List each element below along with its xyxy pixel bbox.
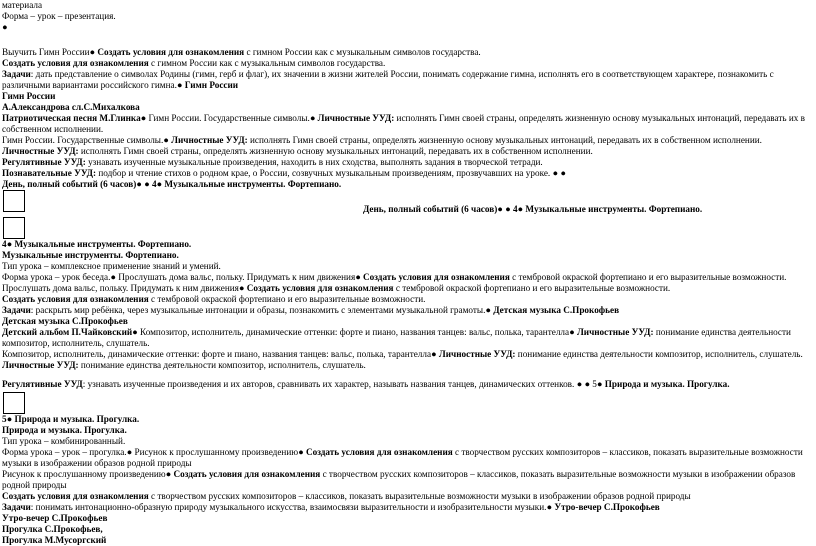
paragraph: Создать условия для ознакомления с тембровой окраской фортепиано и его выразительные возможности.: [2, 294, 426, 304]
paragraph: Тип урока – комплексное применение знаний и умений.: [2, 261, 221, 271]
paragraph: Создать условия для ознакомления с гимном России как с музыкальным символов государства.: [2, 58, 386, 68]
image-placeholder: [3, 190, 25, 212]
paragraph: Познавательные УУД: подбор и чтение стихов о родном крае, о России, созвучных музыкальным произведениям, прозвучавших на уроке. ● ●: [2, 168, 566, 178]
heading: Прогулка М.Мусоргский: [2, 535, 107, 545]
paragraph: Задачи: раскрыть мир ребёнка, через музыкальные интонации и образы, познакомить с элементами музыкальной грамоты.● Детская музыка С.Прокофьев: [2, 305, 620, 315]
bullet: ●: [2, 22, 8, 32]
text-line: материала: [2, 0, 43, 10]
paragraph: Патриотическая песня М.Глинка● Гимн России. Государственные символы.● Личностные УУД: исполнять Гимн своей страны, определять жизненную основу музыкальных интонаций, передавать их в собственном исполнении.: [2, 113, 806, 134]
heading: Детская музыка С.Прокофьев: [2, 316, 128, 326]
heading: Музыкальные инструменты. Фортепиано.: [2, 250, 179, 260]
text-line: Форма – урок – презентация.: [2, 11, 116, 21]
paragraph: Выучить Гимн России● Создать условия для ознакомления с гимном России как с музыкальным символов государства.: [2, 47, 481, 57]
heading: А.Александрова сл.С.Михалкова: [2, 102, 140, 112]
paragraph: Создать условия для ознакомления с творчеством русских композиторов – классиков, показать выразительные возможности музыки в изображении образов родной природы: [2, 491, 691, 501]
paragraph: Детский альбом П.Чайковский● Композитор, исполнитель, динамические оттенки: форте и пиано, названия танцев: вальс, полька, тарантелла● Личностные УУД: понимание единства деятельности композитор, исполнитель, слушатель.: [2, 327, 791, 348]
image-placeholder: [3, 217, 25, 239]
paragraph: Тип урока – комбинированный.: [2, 436, 126, 446]
heading: Гимн России: [2, 91, 56, 101]
paragraph: Личностные УУД: понимание единства деятельности композитор, исполнитель, слушатель.: [2, 360, 366, 370]
paragraph: Регулятивные УУД: узнавать изученные музыкальные произведения, находить в них сходства, выполнять задания в творческой тетради.: [2, 157, 543, 167]
paragraph: Гимн России. Государственные символы.● Личностные УУД: исполнять Гимн своей страны, определять жизненную основу музыкальных интонаций, передавать их в собственном исполнении.: [2, 135, 762, 145]
heading: День, полный событий (6 часов)● ● 4● Музыкальные инструменты. Фортепиано.: [363, 204, 703, 214]
paragraph: Задачи: дать представление о символах Родины (гимн, герб и флаг), их значении в жизни жителей России, понимать содержание гимна, исполнять его в соответствующем характере, познакомить с различными вариантами российского гимна.● Гимн России: [2, 69, 774, 90]
paragraph: Рисунок к прослушанному произведению● Создать условия для ознакомления с творчеством русских композиторов – классиков, показать выразительные возможности музыки в изображении образов родной природы: [2, 469, 796, 490]
heading: Утро-вечер С.Прокофьев: [2, 513, 108, 523]
paragraph: Задачи: понимать интонационно-образную природу музыкального искусства, взаимосвязи выразительности и изобразительности музыки.● Утро-вечер С.Прокофьев: [2, 502, 660, 512]
paragraph: Личностные УУД: исполнять Гимн своей страны, определять жизненную основу музыкальных интонаций, передавать их в собственном исполнении.: [2, 146, 593, 156]
paragraph: Регулятивные УУД: узнавать изученные произведения и их авторов, сравнивать их характер, называть названия танцев, динамических оттенков. ● ● 5● Природа и музыка. Прогулка.: [2, 379, 730, 389]
paragraph: Форма урока – урок – прогулка.● Рисунок к прослушанному произведению● Создать условия для ознакомления с творчеством русских композиторов – классиков, показать выразительные возможности музыки в изображении образов родной природы: [2, 447, 803, 468]
paragraph: Композитор, исполнитель, динамические оттенки: форте и пиано, названия танцев: вальс, полька, тарантелла● Личностные УУД: понимание единства деятельности композитор, исполнитель, слушатель.: [2, 349, 803, 359]
image-placeholder-row: [2, 190, 812, 215]
image-placeholder: [3, 392, 25, 414]
heading: Прогулка С.Прокофьев,: [2, 524, 103, 534]
paragraph: Форма урока – урок беседа.● Прослушать дома вальс, польку. Придумать к ним движения● Создать условия для ознакомления с тембровой окраской фортепиано и его выразительные возможности.: [2, 272, 787, 282]
paragraph: Прослушать дома вальс, польку. Придумать к ним движения● Создать условия для ознакомления с тембровой окраской фортепиано и его выразительные возможности.: [2, 283, 671, 293]
heading: 5● Природа и музыка. Прогулка.: [2, 414, 140, 424]
heading: День, полный событий (6 часов)● ● 4● Музыкальные инструменты. Фортепиано.: [2, 179, 342, 189]
heading: Природа и музыка. Прогулка.: [2, 425, 127, 435]
heading: 4● Музыкальные инструменты. Фортепиано.: [2, 239, 192, 249]
